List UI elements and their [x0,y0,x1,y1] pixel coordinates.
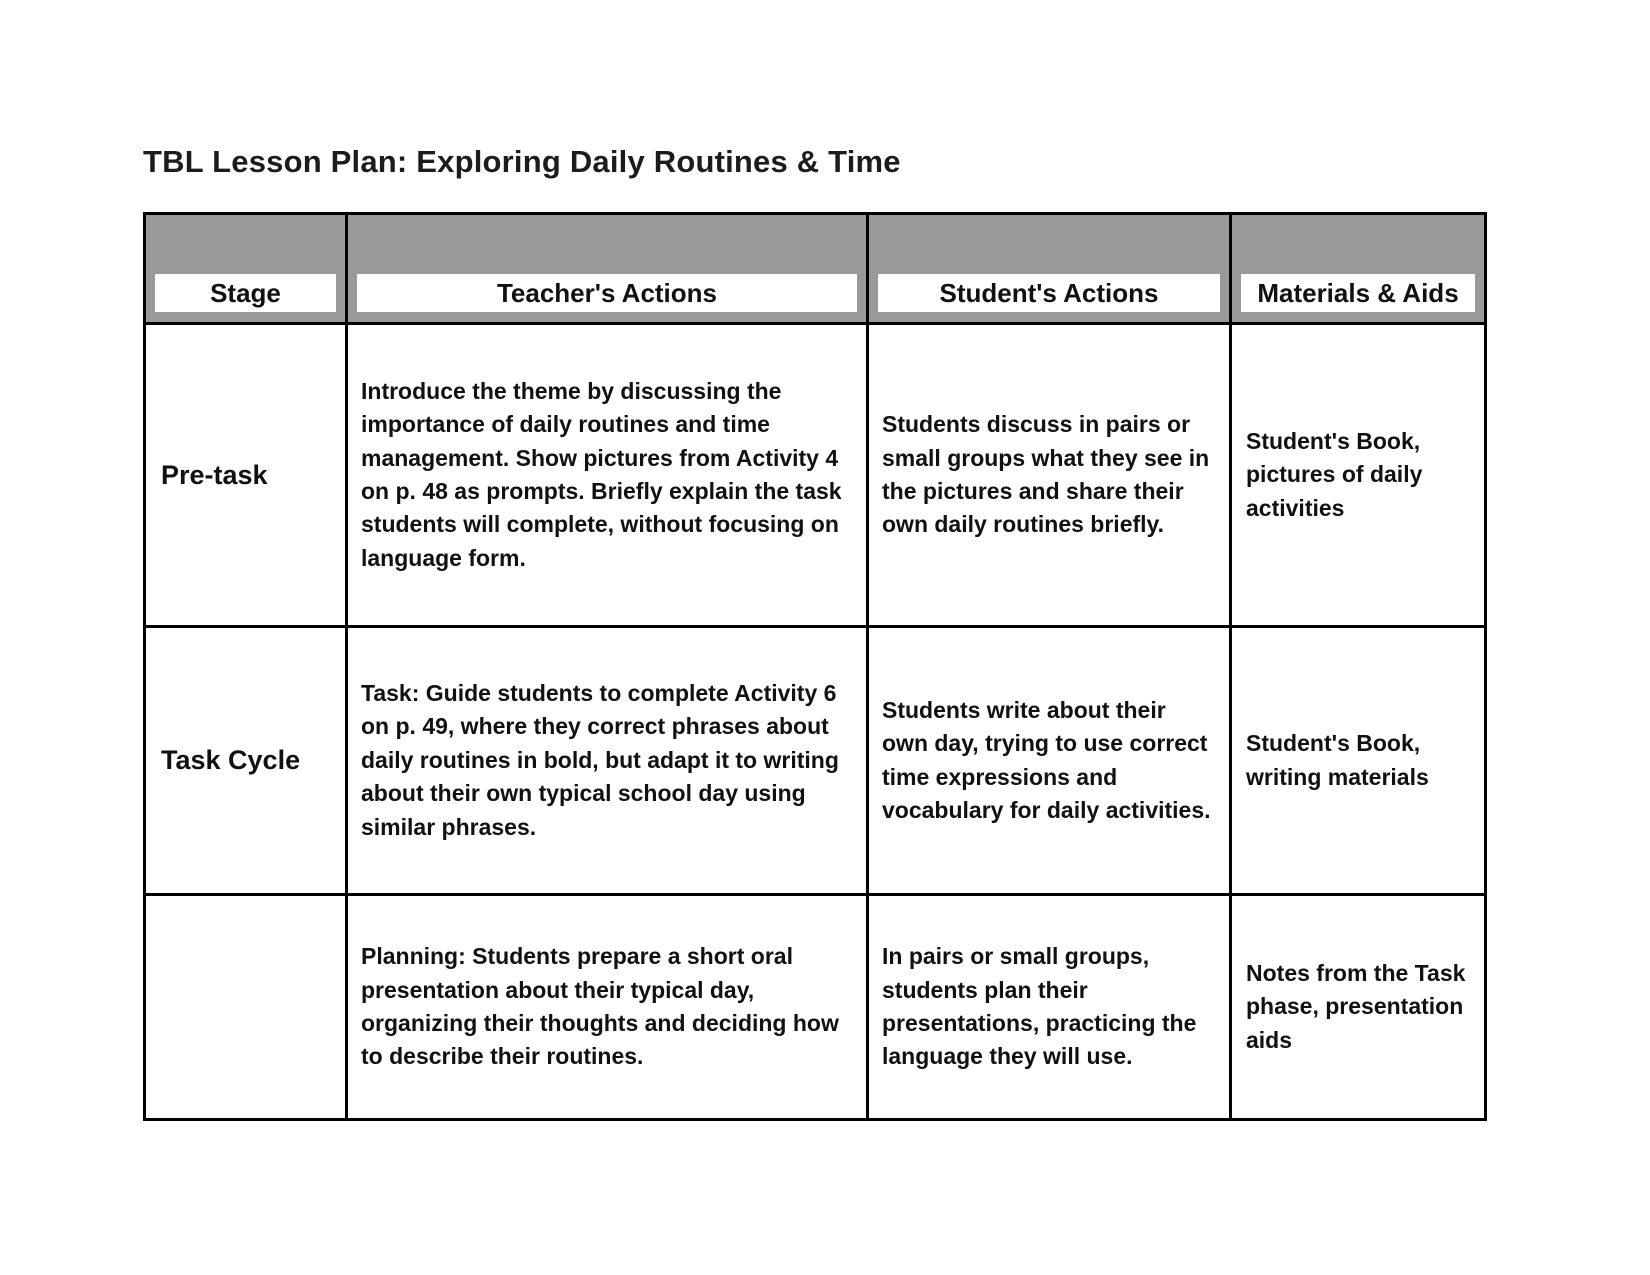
column-header-materials-label: Materials & Aids [1241,274,1475,312]
table-header-row [145,214,1486,324]
materials-text: Notes from the Task phase, presentation aids [1246,959,1466,1053]
teacher-actions-text: Introduce the theme by discussing the importance of daily routines and time management. Show pictures from Activity 4 on p. 48 as prompts. Briefly explain the task students will complete, without focusing on language form. [361,377,842,571]
materials-cell [1231,324,1486,627]
teacher-actions-text: Planning: Students prepare a short oral presentation about their typical day, organizing their thoughts and deciding how to describe their routines. [361,943,839,1070]
teacher-actions-text: Task: Guide students to complete Activity 6 on p. 49, where they correct phrases about daily routines in bold, but adapt it to writing about their own typical school day using similar phrases. [361,680,839,840]
column-header-stage-label: Stage [155,274,336,312]
stage-cell [145,627,347,895]
column-header-teacher-actions [347,214,868,324]
student-actions-text: In pairs or small groups, students plan their presentations, practicing the language they will use. [882,943,1197,1070]
stage-label: Pre-task [155,455,336,495]
materials-cell [1231,895,1486,1120]
materials-cell [1231,627,1486,895]
teacher-actions-cell [347,627,868,895]
lesson-plan-table [143,212,1487,1121]
column-header-stage [145,214,347,324]
column-header-teacher-actions-label: Teacher's Actions [357,274,857,312]
materials-text: Student's Book, pictures of daily activities [1246,427,1423,521]
teacher-actions-cell [347,324,868,627]
student-actions-text: Students discuss in pairs or small groups what they see in the pictures and share their own daily routines briefly. [882,411,1210,538]
student-actions-text: Students write about their own day, trying to use correct time expressions and vocabulary for daily activities. [882,696,1211,823]
page-title: TBL Lesson Plan: Exploring Daily Routines & Time [143,144,901,179]
column-header-materials [1231,214,1486,324]
stage-cell [145,895,347,1120]
stage-cell [145,324,347,627]
table-row-taskcycle [145,627,1486,895]
column-header-student-actions [868,214,1231,324]
column-header-student-actions-label: Student's Actions [878,274,1220,312]
student-actions-cell [868,627,1231,895]
student-actions-cell [868,324,1231,627]
student-actions-cell [868,895,1231,1120]
stage-label: Task Cycle [155,741,336,781]
table-row-pretask [145,324,1486,627]
stage-label-empty [155,987,336,1027]
teacher-actions-cell [347,895,868,1120]
materials-text: Student's Book, writing materials [1246,730,1429,790]
table-row-planning [145,895,1486,1120]
